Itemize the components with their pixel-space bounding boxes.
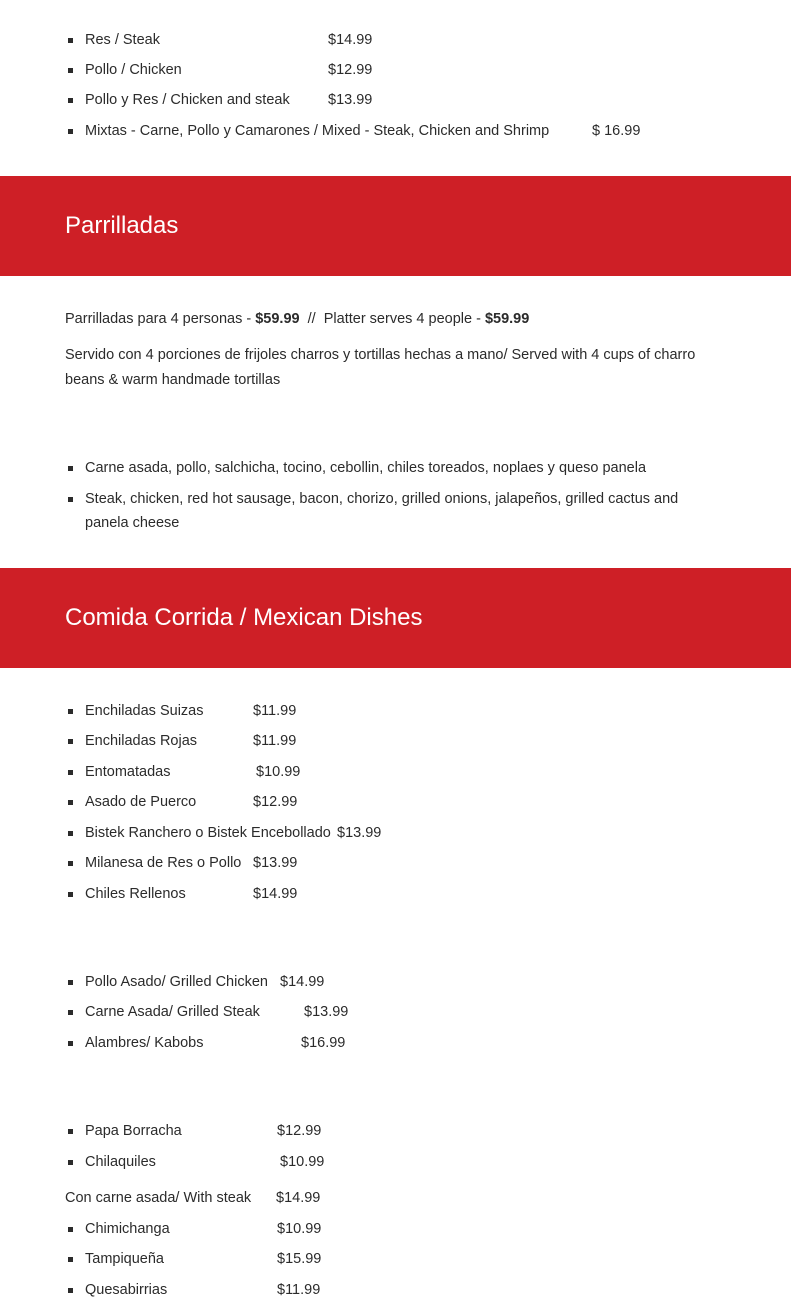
serves-es-text: Parrilladas para 4 personas - bbox=[65, 311, 256, 327]
item-name: Quesabirrias bbox=[85, 1282, 168, 1298]
list-item bbox=[85, 28, 373, 52]
item-name: Papa Borracha bbox=[85, 1123, 182, 1139]
list-item bbox=[85, 1031, 346, 1055]
item-price: $10.99 bbox=[277, 1221, 322, 1237]
item-name: Chimichanga bbox=[85, 1221, 170, 1237]
item-price: $13.99 bbox=[328, 92, 373, 108]
item-price: $14.99 bbox=[328, 32, 373, 48]
list-item bbox=[85, 88, 373, 112]
item-name: Alambres/ Kabobs bbox=[85, 1035, 204, 1051]
item-name: Carne Asada/ Grilled Steak bbox=[85, 1004, 260, 1020]
item-name: Milanesa de Res o Pollo bbox=[85, 855, 242, 871]
steak-option bbox=[65, 1186, 321, 1210]
section-title: Comida Corrida / Mexican Dishes bbox=[65, 604, 423, 631]
list-item bbox=[85, 1119, 322, 1143]
list-item bbox=[85, 699, 297, 723]
item-name: Tampiqueña bbox=[85, 1251, 164, 1267]
item-name: Entomatadas bbox=[85, 764, 171, 780]
list-item bbox=[85, 58, 373, 82]
list-item bbox=[85, 1247, 322, 1271]
list-item bbox=[85, 851, 298, 875]
list-item bbox=[85, 790, 298, 814]
item-name: Pollo / Chicken bbox=[85, 62, 182, 78]
item-price: $11.99 bbox=[253, 703, 297, 719]
item-name: Mixtas - Carne, Pollo y Camarones / Mixed - Steak, Chicken and Shrimp bbox=[85, 123, 550, 139]
list-item bbox=[85, 882, 298, 906]
item-name: Res / Steak bbox=[85, 32, 160, 48]
price-es: $59.99 bbox=[255, 311, 300, 327]
item-price: $10.99 bbox=[256, 764, 301, 780]
list-item bbox=[85, 1150, 325, 1174]
parrilladas-serves bbox=[65, 307, 529, 332]
item-price: $12.99 bbox=[253, 794, 298, 810]
item-name: Chiles Rellenos bbox=[85, 886, 186, 902]
section-header-parrilladas bbox=[0, 176, 791, 276]
item-price: $11.99 bbox=[277, 1282, 321, 1298]
item-price: $13.99 bbox=[253, 855, 298, 871]
item-price: $ 16.99 bbox=[592, 123, 641, 139]
list-item bbox=[85, 970, 325, 994]
item-price: $15.99 bbox=[277, 1251, 322, 1267]
parrilladas-description: Servido con 4 porciones de frijoles charros y tortillas hechas a mano/ Served with 4 cups of charro beans & warm handmade tortillas bbox=[65, 347, 696, 388]
list-item bbox=[85, 1217, 322, 1241]
item-name: Asado de Puerco bbox=[85, 794, 197, 810]
option-price: $14.99 bbox=[276, 1190, 321, 1206]
list-item: Carne asada, pollo, salchicha, tocino, cebollin, chiles toreados, noplaes y queso panela bbox=[85, 456, 725, 480]
list-item bbox=[85, 729, 297, 753]
list-item bbox=[85, 1278, 321, 1302]
item-price: $16.99 bbox=[301, 1035, 346, 1051]
item-price: $12.99 bbox=[277, 1123, 322, 1139]
list-item bbox=[85, 1000, 349, 1024]
item-price: $11.99 bbox=[253, 733, 297, 749]
section-header-mexican-dishes bbox=[0, 568, 791, 668]
item-price: $13.99 bbox=[337, 825, 382, 841]
list-item: Steak, chicken, red hot sausage, bacon, chorizo, grilled onions, jalapeños, grilled cactus and panela cheese bbox=[85, 487, 725, 535]
item-price: $13.99 bbox=[304, 1004, 349, 1020]
item-price: $12.99 bbox=[328, 62, 373, 78]
section-title: Parrilladas bbox=[65, 212, 179, 239]
item-name: Enchiladas Rojas bbox=[85, 733, 198, 749]
price-en: $59.99 bbox=[484, 311, 530, 327]
item-name: Pollo Asado/ Grilled Chicken bbox=[85, 974, 268, 990]
item-name: Enchiladas Suizas bbox=[85, 703, 204, 719]
list-item bbox=[85, 760, 301, 784]
serves-en-text: // Platter serves 4 people - bbox=[299, 311, 485, 327]
item-price: $14.99 bbox=[280, 974, 325, 990]
option-name: Con carne asada/ With steak bbox=[65, 1190, 252, 1206]
item-name: Pollo y Res / Chicken and steak bbox=[85, 92, 290, 108]
item-name: Bistek Ranchero o Bistek Encebollado bbox=[85, 825, 331, 841]
list-item bbox=[85, 119, 641, 143]
item-price: $10.99 bbox=[280, 1154, 325, 1170]
list-item bbox=[85, 821, 382, 845]
item-name: Chilaquiles bbox=[85, 1154, 156, 1170]
item-price: $14.99 bbox=[253, 886, 298, 902]
